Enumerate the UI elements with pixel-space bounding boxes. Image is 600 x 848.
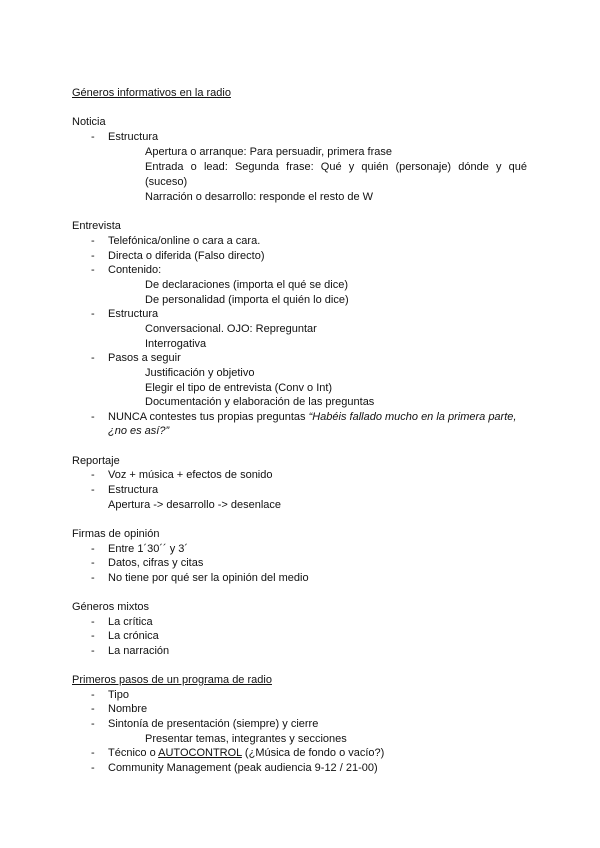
doc-title: Géneros informativos en la radio <box>72 87 231 99</box>
section-heading: Entrevista <box>72 220 121 232</box>
quote-text: ¿no es así?” <box>108 425 170 437</box>
list-item: Pasos a seguir <box>108 352 181 364</box>
list-item: Estructura <box>108 308 159 320</box>
list-item: Sintonía de presentación (siempre) y cierre <box>108 718 319 730</box>
sub-item: Elegir el tipo de entrevista (Conv o Int) <box>145 382 333 394</box>
sub-item: Documentación y elaboración de las preguntas <box>145 396 375 408</box>
bullet-dash: - <box>91 352 95 364</box>
list-item: Estructura <box>108 131 159 143</box>
list-item: Telefónica/online o cara a cara. <box>108 235 261 247</box>
bullet-dash: - <box>91 718 95 730</box>
list-item: Nombre <box>108 703 148 715</box>
list-item: La crónica <box>108 630 159 642</box>
sub-item: Presentar temas, integrantes y secciones <box>145 733 347 745</box>
sub-item: Conversacional. OJO: Repreguntar <box>145 323 317 335</box>
bullet-dash: - <box>91 250 95 262</box>
sub-item: Entrada o lead: Segunda frase: Qué y quién (personaje) dónde y qué (suceso) <box>145 161 527 188</box>
bullet-dash: - <box>91 557 95 569</box>
quote-text: “Habéis fallado mucho en la primera parte, <box>308 411 517 423</box>
sub-item: Interrogativa <box>145 338 207 350</box>
list-item: La narración <box>108 645 170 657</box>
bullet-dash: - <box>91 630 95 642</box>
bullet-dash: - <box>91 235 95 247</box>
sub-item: De declaraciones (importa el qué se dice) <box>145 279 348 291</box>
section-heading: Géneros mixtos <box>72 601 150 613</box>
bullet-dash: - <box>91 572 95 584</box>
bullet-dash: - <box>91 484 95 496</box>
section-heading: Noticia <box>72 116 106 128</box>
sub-item: De personalidad (importa el quién lo dice) <box>145 294 349 306</box>
bullet-dash: - <box>91 264 95 276</box>
list-item <box>108 410 516 425</box>
bullet-dash: - <box>91 747 95 759</box>
list-item: Contenido: <box>108 264 162 276</box>
list-item: Directa o diferida (Falso directo) <box>108 250 265 262</box>
list-item: Estructura <box>108 484 159 496</box>
bullet-dash: - <box>91 131 95 143</box>
list-item: Datos, cifras y citas <box>108 557 204 569</box>
bullet-dash: - <box>91 411 95 423</box>
sub-item: Narración o desarrollo: responde el resto de W <box>145 191 374 203</box>
section-heading: Reportaje <box>72 455 120 467</box>
list-item: Voz + música + efectos de sonido <box>108 469 273 481</box>
bullet-dash: - <box>91 308 95 320</box>
list-item: Tipo <box>108 689 129 701</box>
list-item: La crítica <box>108 616 153 628</box>
warning-text: NUNCA contestes tus propias preguntas <box>108 411 306 423</box>
list-item: No tiene por qué ser la opinión del medio <box>108 572 309 584</box>
autocontrol-link[interactable]: AUTOCONTROL <box>158 747 242 759</box>
bullet-dash: - <box>91 689 95 701</box>
bullet-dash: - <box>91 703 95 715</box>
sub-item: Justificación y objetivo <box>145 367 255 379</box>
list-item: Community Management (peak audiencia 9-12 / 21-00) <box>108 762 378 774</box>
bullet-dash: - <box>91 762 95 774</box>
sub-item: Apertura o arranque: Para persuadir, primera frase <box>145 146 393 158</box>
bullet-dash: - <box>91 543 95 555</box>
bullet-dash: - <box>91 616 95 628</box>
list-item: Técnico o AUTOCONTROL (¿Música de fondo o vacío?) <box>108 747 385 759</box>
list-item-continuation: Apertura -> desarrollo -> desenlace <box>108 499 282 511</box>
bullet-dash: - <box>91 469 95 481</box>
section-heading: Firmas de opinión <box>72 528 160 540</box>
list-item: Entre 1´30´´ y 3´ <box>108 543 189 555</box>
section-title: Primeros pasos de un programa de radio <box>72 674 272 686</box>
bullet-dash: - <box>91 645 95 657</box>
